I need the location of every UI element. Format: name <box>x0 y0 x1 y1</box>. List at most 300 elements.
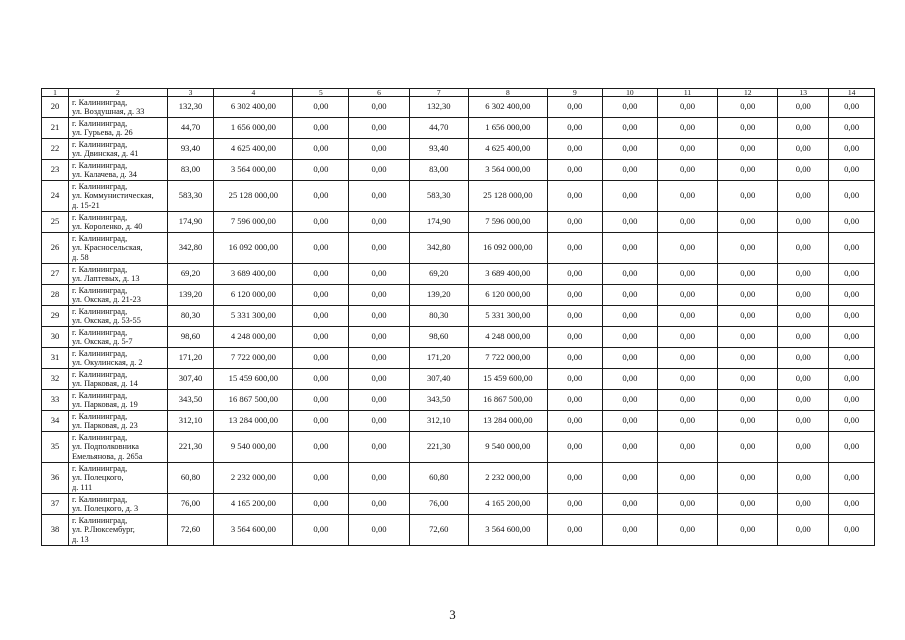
value-cell: 0,00 <box>547 369 602 390</box>
value-cell: 0,00 <box>349 285 409 306</box>
area-cell: 44,70 <box>409 118 468 139</box>
area-cell: 307,40 <box>167 369 214 390</box>
address-line: г. Калининград, <box>72 348 128 358</box>
cost-cell: 13 284 000,00 <box>468 411 547 432</box>
value-cell: 0,00 <box>602 212 657 233</box>
value-cell: 0,00 <box>718 212 778 233</box>
row-number-cell: 29 <box>42 306 69 327</box>
value-cell: 0,00 <box>778 411 829 432</box>
address-line: ул. Двинская, д. 41 <box>72 149 139 158</box>
value-cell: 0,00 <box>547 212 602 233</box>
data-table <box>41 88 875 546</box>
cost-cell: 5 331 300,00 <box>468 306 547 327</box>
column-number-row <box>42 89 875 97</box>
value-cell: 0,00 <box>602 160 657 181</box>
value-cell: 0,00 <box>349 494 409 515</box>
address-line: ул. Подполковника <box>72 442 139 452</box>
value-cell: 0,00 <box>602 390 657 411</box>
value-cell: 0,00 <box>829 306 875 327</box>
value-cell: 0,00 <box>293 139 349 160</box>
cost-cell: 7 596 000,00 <box>214 212 293 233</box>
value-cell: 0,00 <box>547 285 602 306</box>
value-cell: 0,00 <box>349 97 409 118</box>
area-cell: 583,30 <box>167 181 214 212</box>
address-line: ул. Парковая, д. 23 <box>72 421 138 430</box>
value-cell: 0,00 <box>349 327 409 348</box>
value-cell: 0,00 <box>602 139 657 160</box>
address-line: ул. Воздушная, д. 33 <box>72 107 145 116</box>
value-cell: 0,00 <box>547 264 602 285</box>
column-header: 6 <box>349 89 409 97</box>
area-cell: 76,00 <box>167 494 214 515</box>
value-cell: 0,00 <box>547 233 602 264</box>
value-cell: 0,00 <box>547 306 602 327</box>
row-number-cell: 20 <box>42 97 69 118</box>
area-cell: 69,20 <box>409 264 468 285</box>
address-line: г. Калининград, <box>72 463 128 473</box>
area-cell: 343,50 <box>167 390 214 411</box>
cost-cell: 4 165 200,00 <box>214 494 293 515</box>
table-row <box>42 411 875 432</box>
address-line: г. Калининград, <box>72 264 128 274</box>
value-cell: 0,00 <box>293 348 349 369</box>
area-cell: 139,20 <box>409 285 468 306</box>
cost-cell: 16 867 500,00 <box>468 390 547 411</box>
value-cell: 0,00 <box>602 285 657 306</box>
value-cell: 0,00 <box>778 139 829 160</box>
value-cell: 0,00 <box>829 494 875 515</box>
value-cell: 0,00 <box>547 390 602 411</box>
value-cell: 0,00 <box>547 327 602 348</box>
area-cell: 174,90 <box>409 212 468 233</box>
value-cell: 0,00 <box>349 181 409 212</box>
area-cell: 83,00 <box>167 160 214 181</box>
value-cell: 0,00 <box>547 515 602 546</box>
value-cell: 0,00 <box>293 264 349 285</box>
value-cell: 0,00 <box>349 233 409 264</box>
value-cell: 0,00 <box>718 306 778 327</box>
address-line: г. Калининград, <box>72 285 128 295</box>
row-number-cell: 28 <box>42 285 69 306</box>
cost-cell: 6 120 000,00 <box>468 285 547 306</box>
address-cell <box>69 264 168 285</box>
value-cell: 0,00 <box>547 411 602 432</box>
value-cell: 0,00 <box>718 181 778 212</box>
address-cell <box>69 285 168 306</box>
value-cell: 0,00 <box>349 411 409 432</box>
address-cell <box>69 306 168 327</box>
cost-cell: 3 564 600,00 <box>468 515 547 546</box>
column-header: 1 <box>42 89 69 97</box>
cost-cell: 7 596 000,00 <box>468 212 547 233</box>
cost-cell: 6 120 000,00 <box>214 285 293 306</box>
value-cell: 0,00 <box>293 285 349 306</box>
table-row <box>42 285 875 306</box>
row-number-cell: 30 <box>42 327 69 348</box>
value-cell: 0,00 <box>829 118 875 139</box>
value-cell: 0,00 <box>778 494 829 515</box>
value-cell: 0,00 <box>602 97 657 118</box>
value-cell: 0,00 <box>657 97 717 118</box>
value-cell: 0,00 <box>718 327 778 348</box>
column-header: 13 <box>778 89 829 97</box>
address-line: ул. Окская, д. 53-55 <box>72 316 141 325</box>
cost-cell: 3 689 400,00 <box>468 264 547 285</box>
cost-cell: 6 302 400,00 <box>214 97 293 118</box>
value-cell: 0,00 <box>718 432 778 463</box>
value-cell: 0,00 <box>547 494 602 515</box>
value-cell: 0,00 <box>657 432 717 463</box>
address-line: г. Калининград, <box>72 181 128 191</box>
value-cell: 0,00 <box>778 264 829 285</box>
address-line: д. 111 <box>72 482 93 492</box>
table-row <box>42 212 875 233</box>
value-cell: 0,00 <box>293 327 349 348</box>
value-cell: 0,00 <box>602 369 657 390</box>
area-cell: 132,30 <box>167 97 214 118</box>
value-cell: 0,00 <box>718 411 778 432</box>
value-cell: 0,00 <box>657 160 717 181</box>
value-cell: 0,00 <box>547 160 602 181</box>
value-cell: 0,00 <box>293 411 349 432</box>
column-header: 2 <box>69 89 168 97</box>
row-number-cell: 36 <box>42 463 69 494</box>
value-cell: 0,00 <box>778 369 829 390</box>
address-cell <box>69 348 168 369</box>
cost-cell: 3 564 000,00 <box>214 160 293 181</box>
cost-cell: 4 248 000,00 <box>214 327 293 348</box>
value-cell: 0,00 <box>829 327 875 348</box>
value-cell: 0,00 <box>778 97 829 118</box>
cost-cell: 16 867 500,00 <box>214 390 293 411</box>
value-cell: 0,00 <box>657 139 717 160</box>
value-cell: 0,00 <box>602 348 657 369</box>
table-body <box>42 97 875 546</box>
address-line: ул. Лаптевых, д. 13 <box>72 274 140 283</box>
column-header: 10 <box>602 89 657 97</box>
area-cell: 171,20 <box>167 348 214 369</box>
value-cell: 0,00 <box>293 118 349 139</box>
row-number-cell: 35 <box>42 432 69 463</box>
area-cell: 98,60 <box>167 327 214 348</box>
value-cell: 0,00 <box>602 411 657 432</box>
column-header: 8 <box>468 89 547 97</box>
value-cell: 0,00 <box>778 463 829 494</box>
value-cell: 0,00 <box>293 432 349 463</box>
cost-cell: 9 540 000,00 <box>214 432 293 463</box>
cost-cell: 3 564 600,00 <box>214 515 293 546</box>
column-header: 12 <box>718 89 778 97</box>
address-line: Емельянова, д. 265а <box>72 451 143 461</box>
column-header: 3 <box>167 89 214 97</box>
address-line: г. Калининград, <box>72 411 128 421</box>
address-line: г. Калининград, <box>72 233 128 243</box>
address-cell <box>69 515 168 546</box>
value-cell: 0,00 <box>547 432 602 463</box>
value-cell: 0,00 <box>349 306 409 327</box>
cost-cell: 9 540 000,00 <box>468 432 547 463</box>
value-cell: 0,00 <box>349 515 409 546</box>
value-cell: 0,00 <box>829 390 875 411</box>
address-cell <box>69 118 168 139</box>
address-line: ул. Полецкого, <box>72 473 124 483</box>
value-cell: 0,00 <box>657 118 717 139</box>
address-line: г. Калининград, <box>72 390 128 400</box>
row-number-cell: 27 <box>42 264 69 285</box>
value-cell: 0,00 <box>718 97 778 118</box>
address-cell <box>69 494 168 515</box>
area-cell: 307,40 <box>409 369 468 390</box>
cost-cell: 25 128 000,00 <box>468 181 547 212</box>
value-cell: 0,00 <box>602 264 657 285</box>
address-line: г. Калининград, <box>72 160 128 170</box>
area-cell: 72,60 <box>409 515 468 546</box>
value-cell: 0,00 <box>778 327 829 348</box>
area-cell: 342,80 <box>409 233 468 264</box>
area-cell: 80,30 <box>409 306 468 327</box>
area-cell: 583,30 <box>409 181 468 212</box>
area-cell: 72,60 <box>167 515 214 546</box>
value-cell: 0,00 <box>547 118 602 139</box>
row-number-cell: 38 <box>42 515 69 546</box>
table-row <box>42 306 875 327</box>
value-cell: 0,00 <box>293 306 349 327</box>
table-row <box>42 97 875 118</box>
column-header: 7 <box>409 89 468 97</box>
column-header: 14 <box>829 89 875 97</box>
cost-cell: 13 284 000,00 <box>214 411 293 432</box>
value-cell: 0,00 <box>829 139 875 160</box>
value-cell: 0,00 <box>718 139 778 160</box>
value-cell: 0,00 <box>829 97 875 118</box>
area-cell: 98,60 <box>409 327 468 348</box>
area-cell: 139,20 <box>167 285 214 306</box>
table-row <box>42 181 875 212</box>
value-cell: 0,00 <box>718 463 778 494</box>
value-cell: 0,00 <box>778 118 829 139</box>
address-line: г. Калининград, <box>72 139 128 149</box>
value-cell: 0,00 <box>293 160 349 181</box>
address-line: ул. Парковая, д. 19 <box>72 400 138 409</box>
value-cell: 0,00 <box>349 432 409 463</box>
value-cell: 0,00 <box>718 369 778 390</box>
cost-cell: 4 625 400,00 <box>468 139 547 160</box>
value-cell: 0,00 <box>718 348 778 369</box>
value-cell: 0,00 <box>829 264 875 285</box>
address-line: ул. Парковая, д. 14 <box>72 379 138 388</box>
cost-cell: 15 459 600,00 <box>214 369 293 390</box>
address-cell <box>69 390 168 411</box>
address-line: г. Калининград, <box>72 369 128 379</box>
value-cell: 0,00 <box>547 181 602 212</box>
address-cell <box>69 327 168 348</box>
value-cell: 0,00 <box>547 463 602 494</box>
address-cell <box>69 369 168 390</box>
value-cell: 0,00 <box>293 97 349 118</box>
value-cell: 0,00 <box>657 327 717 348</box>
value-cell: 0,00 <box>293 212 349 233</box>
table-row <box>42 160 875 181</box>
value-cell: 0,00 <box>829 411 875 432</box>
value-cell: 0,00 <box>718 515 778 546</box>
row-number-cell: 32 <box>42 369 69 390</box>
value-cell: 0,00 <box>602 432 657 463</box>
area-cell: 44,70 <box>167 118 214 139</box>
column-header: 11 <box>657 89 717 97</box>
area-cell: 69,20 <box>167 264 214 285</box>
page-number: 3 <box>449 607 456 622</box>
value-cell: 0,00 <box>349 139 409 160</box>
cost-cell: 5 331 300,00 <box>214 306 293 327</box>
address-line: г. Калининград, <box>72 306 128 316</box>
row-number-cell: 21 <box>42 118 69 139</box>
value-cell: 0,00 <box>718 160 778 181</box>
cost-cell: 1 656 000,00 <box>468 118 547 139</box>
table-row <box>42 233 875 264</box>
address-line: г. Калининград, <box>72 515 128 525</box>
value-cell: 0,00 <box>602 494 657 515</box>
value-cell: 0,00 <box>657 369 717 390</box>
value-cell: 0,00 <box>778 233 829 264</box>
row-number-cell: 34 <box>42 411 69 432</box>
address-cell <box>69 212 168 233</box>
row-number-cell: 37 <box>42 494 69 515</box>
area-cell: 76,00 <box>409 494 468 515</box>
cost-cell: 3 564 000,00 <box>468 160 547 181</box>
cost-cell: 3 689 400,00 <box>214 264 293 285</box>
cost-cell: 4 625 400,00 <box>214 139 293 160</box>
value-cell: 0,00 <box>657 515 717 546</box>
value-cell: 0,00 <box>829 233 875 264</box>
value-cell: 0,00 <box>657 348 717 369</box>
address-cell <box>69 181 168 212</box>
value-cell: 0,00 <box>349 390 409 411</box>
value-cell: 0,00 <box>718 118 778 139</box>
value-cell: 0,00 <box>778 212 829 233</box>
address-cell <box>69 463 168 494</box>
address-line: ул. Гурьева, д. 26 <box>72 128 133 137</box>
table-row <box>42 369 875 390</box>
address-cell <box>69 233 168 264</box>
value-cell: 0,00 <box>657 181 717 212</box>
cost-cell: 7 722 000,00 <box>214 348 293 369</box>
table-row <box>42 432 875 463</box>
value-cell: 0,00 <box>657 390 717 411</box>
address-line: ул. Калачева, д. 34 <box>72 170 137 179</box>
value-cell: 0,00 <box>829 212 875 233</box>
cost-cell: 25 128 000,00 <box>214 181 293 212</box>
value-cell: 0,00 <box>349 160 409 181</box>
value-cell: 0,00 <box>778 306 829 327</box>
value-cell: 0,00 <box>602 118 657 139</box>
cost-cell: 6 302 400,00 <box>468 97 547 118</box>
cost-cell: 7 722 000,00 <box>468 348 547 369</box>
value-cell: 0,00 <box>657 494 717 515</box>
area-cell: 221,30 <box>409 432 468 463</box>
address-line: ул. Полецкого, д. 3 <box>72 504 139 513</box>
area-cell: 60,80 <box>409 463 468 494</box>
value-cell: 0,00 <box>349 369 409 390</box>
value-cell: 0,00 <box>293 515 349 546</box>
value-cell: 0,00 <box>547 139 602 160</box>
value-cell: 0,00 <box>602 306 657 327</box>
value-cell: 0,00 <box>602 233 657 264</box>
table-row <box>42 139 875 160</box>
address-cell <box>69 432 168 463</box>
row-number-cell: 24 <box>42 181 69 212</box>
value-cell: 0,00 <box>657 233 717 264</box>
value-cell: 0,00 <box>602 181 657 212</box>
value-cell: 0,00 <box>829 515 875 546</box>
address-line: ул. Окулинская, д. 2 <box>72 358 143 367</box>
address-line: ул. Коммунистическая, <box>72 191 154 201</box>
area-cell: 174,90 <box>167 212 214 233</box>
area-cell: 93,40 <box>167 139 214 160</box>
value-cell: 0,00 <box>602 327 657 348</box>
area-cell: 171,20 <box>409 348 468 369</box>
address-line: г. Калининград, <box>72 432 128 442</box>
row-number-cell: 25 <box>42 212 69 233</box>
address-line: г. Калининград, <box>72 212 128 222</box>
value-cell: 0,00 <box>829 181 875 212</box>
value-cell: 0,00 <box>657 411 717 432</box>
value-cell: 0,00 <box>293 233 349 264</box>
area-cell: 80,30 <box>167 306 214 327</box>
cost-cell: 4 248 000,00 <box>468 327 547 348</box>
area-cell: 60,80 <box>167 463 214 494</box>
value-cell: 0,00 <box>829 285 875 306</box>
area-cell: 221,30 <box>167 432 214 463</box>
value-cell: 0,00 <box>718 390 778 411</box>
value-cell: 0,00 <box>778 181 829 212</box>
column-header: 5 <box>293 89 349 97</box>
area-cell: 343,50 <box>409 390 468 411</box>
cost-cell: 2 232 000,00 <box>214 463 293 494</box>
table-row <box>42 494 875 515</box>
area-cell: 93,40 <box>409 139 468 160</box>
address-line: д. 13 <box>72 534 89 544</box>
value-cell: 0,00 <box>349 118 409 139</box>
address-cell <box>69 411 168 432</box>
address-line: г. Калининград, <box>72 118 128 128</box>
address-line: г. Калининград, <box>72 327 128 337</box>
value-cell: 0,00 <box>547 348 602 369</box>
value-cell: 0,00 <box>293 463 349 494</box>
table-row <box>42 463 875 494</box>
value-cell: 0,00 <box>657 463 717 494</box>
table-row <box>42 264 875 285</box>
value-cell: 0,00 <box>829 369 875 390</box>
value-cell: 0,00 <box>602 515 657 546</box>
value-cell: 0,00 <box>778 285 829 306</box>
row-number-cell: 22 <box>42 139 69 160</box>
cost-cell: 2 232 000,00 <box>468 463 547 494</box>
value-cell: 0,00 <box>293 181 349 212</box>
area-cell: 312,10 <box>167 411 214 432</box>
column-header: 9 <box>547 89 602 97</box>
address-line: г. Калининград, <box>72 494 128 504</box>
value-cell: 0,00 <box>778 348 829 369</box>
address-line: г. Калининград, <box>72 97 128 107</box>
table-row <box>42 118 875 139</box>
area-cell: 132,30 <box>409 97 468 118</box>
area-cell: 342,80 <box>167 233 214 264</box>
value-cell: 0,00 <box>718 264 778 285</box>
value-cell: 0,00 <box>349 463 409 494</box>
value-cell: 0,00 <box>349 264 409 285</box>
row-number-cell: 23 <box>42 160 69 181</box>
value-cell: 0,00 <box>293 494 349 515</box>
